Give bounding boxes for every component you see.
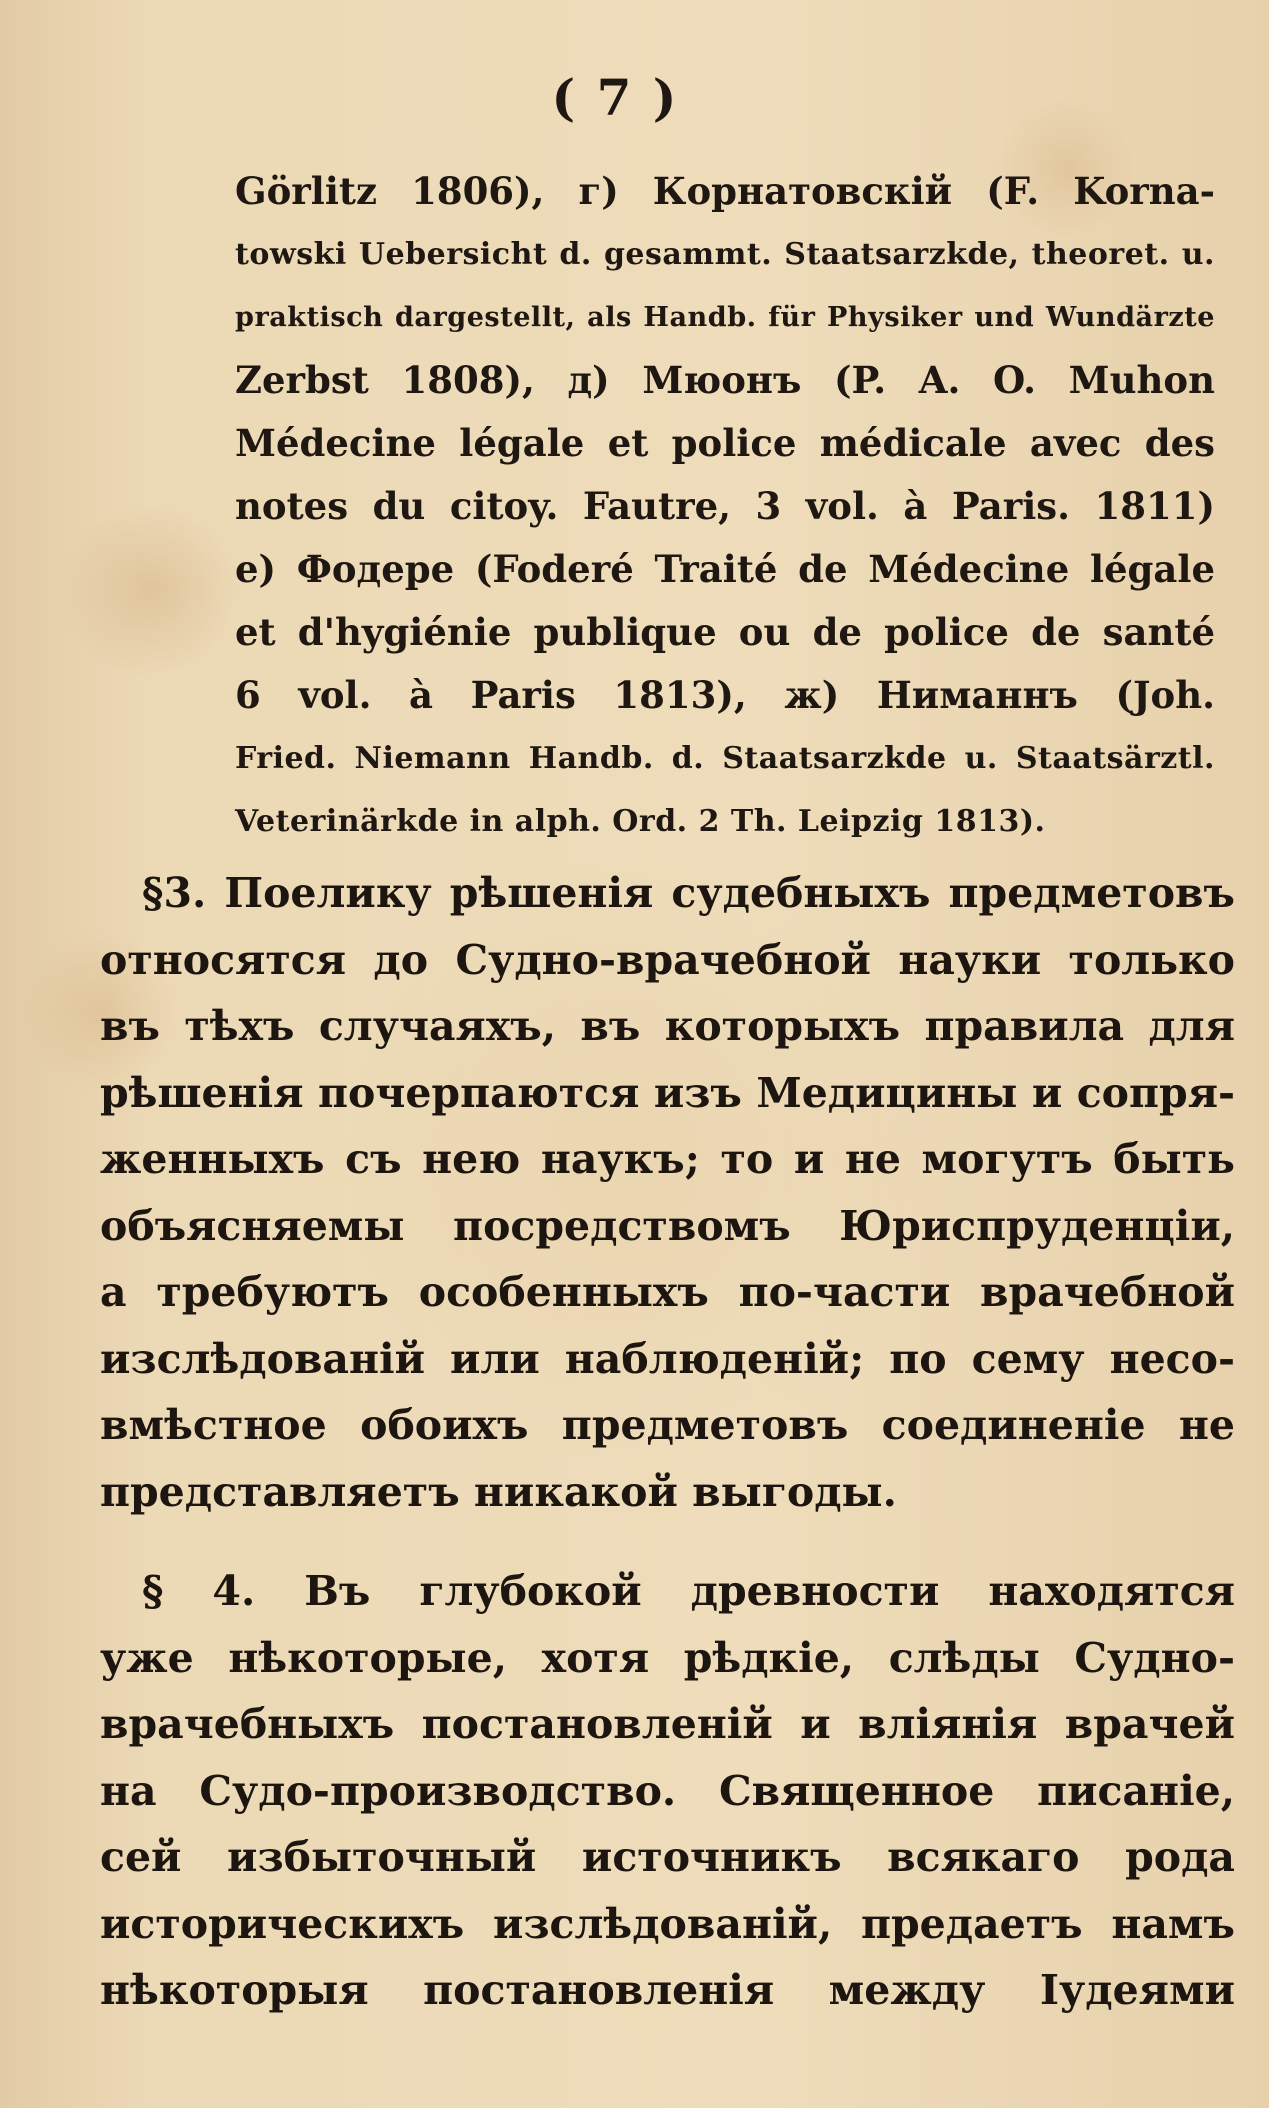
paragraph-line: вмѣстное обоихъ предметовъ соединеніе не (100, 1401, 1235, 1449)
reference-line: praktisch dargestellt, als Handb. für Physiker und Wundärzte (235, 302, 1215, 333)
paragraph-line: уже нѣкоторые, хотя рѣдкіе, слѣды Судно- (100, 1633, 1235, 1682)
section-3-paragraph (100, 860, 1235, 1525)
reference-line: Médecine légale et police médicale avec des (235, 421, 1215, 465)
paragraph-line: нѣкоторыя постановленія между Іудеями (100, 1966, 1235, 2014)
reference-line: Zerbst 1808), д) Мюонъ (P. A. O. Muhon (235, 358, 1215, 402)
bibliography-references (235, 160, 1215, 853)
paragraph-line: на Судо-производство. Священное писаніе, (100, 1766, 1235, 1815)
paragraph-line: изслѣдованій или наблюденій; по сему несо- (100, 1334, 1235, 1383)
paragraph-line: §3. Поелику рѣшенія судебныхъ предметовъ (142, 869, 1235, 917)
reference-line: Veterinärkde in alph. Ord. 2 Th. Leipzig 1813). (235, 804, 1046, 839)
reference-line: towski Uebersicht d. gesammt. Staatsarzkde, theoret. u. (235, 237, 1215, 272)
paragraph-line: рѣшенія почерпаются изъ Медицины и сопря- (100, 1068, 1235, 1117)
page-number: ( 7 ) (551, 68, 679, 127)
paragraph-line: представляетъ никакой выгоды. (100, 1467, 897, 1516)
paragraph-line: сей избыточный источникъ всякаго рода (100, 1833, 1235, 1881)
paragraph-line: а требуютъ особенныхъ по-части врачебной (100, 1268, 1235, 1316)
paragraph-line: относятся до Судно-врачебной науки только (100, 935, 1235, 984)
reference-line: Görlitz 1806), г) Корнатовскій (F. Korna- (235, 169, 1215, 213)
reference-line: notes du citoy. Fautre, 3 vol. à Paris. 1811) (235, 484, 1215, 528)
section-4-paragraph (100, 1558, 1235, 2024)
paragraph-line: въ тѣхъ случаяхъ, въ которыхъ правила для (100, 1002, 1235, 1050)
reference-line: е) Фодере (Foderé Traité de Médecine légale (235, 547, 1215, 591)
paragraph-line: врачебныхъ постановленій и вліянія врачей (100, 1700, 1235, 1748)
paragraph-line: § 4. Въ глубокой древности находятся (142, 1567, 1235, 1615)
paragraph-line: объясняемы посредствомъ Юриспруденціи, (100, 1201, 1235, 1250)
paragraph-line: историческихъ изслѣдованій, предаетъ намъ (100, 1899, 1235, 1948)
reference-line: 6 vol. à Paris 1813), ж) Ниманнъ (Joh. (235, 673, 1215, 717)
reference-line: Fried. Niemann Handb. d. Staatsarzkde u. Staatsärztl. (235, 741, 1215, 776)
paragraph-line: женныхъ съ нею наукъ; то и не могутъ быть (100, 1135, 1235, 1183)
reference-line: et d'hygiénie publique ou de police de santé (235, 610, 1215, 654)
